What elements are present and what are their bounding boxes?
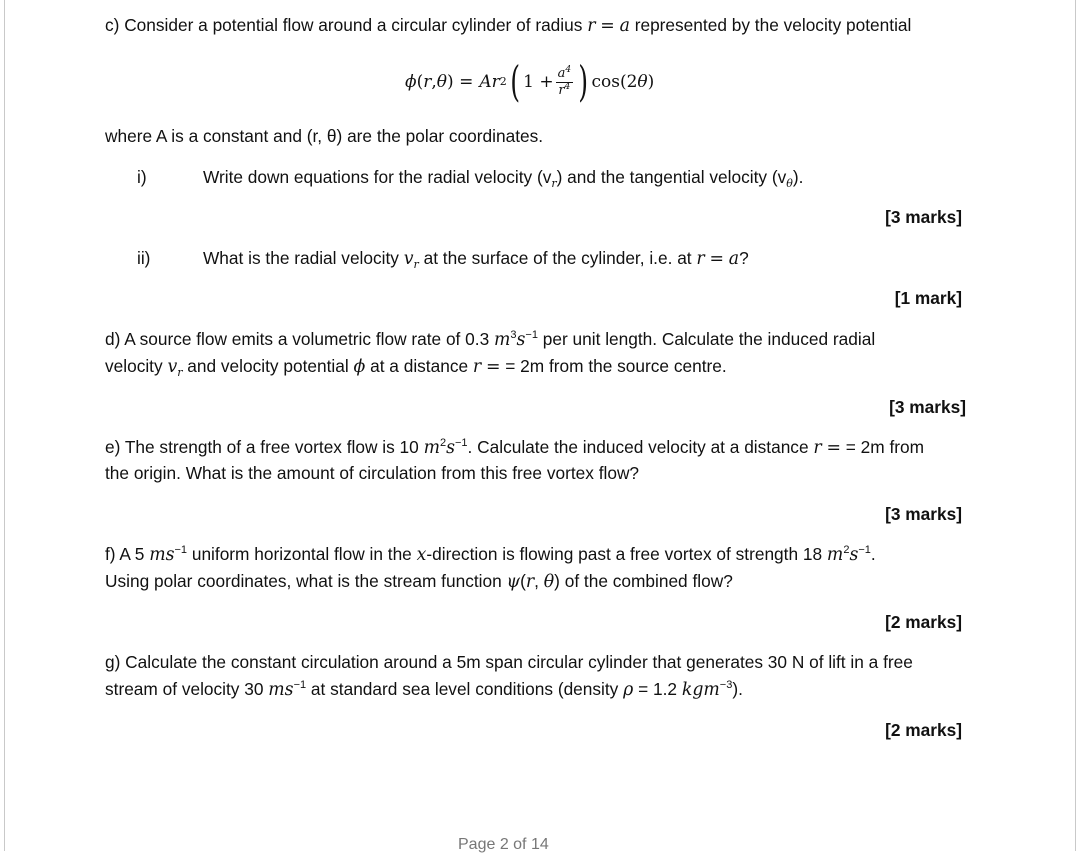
part-g-line2: stream of velocity 30 $ms^{-1}$ at standard sea level conditions (density ρ = 1.2 kgm$^{-3}$). [105, 679, 743, 700]
part-d-line2: velocity $v_r$ and velocity potential ϕ at a distance r = = 2m from the source centre. [105, 356, 727, 379]
part-e-line1: e) The strength of a free vortex flow is 10 $m^2s^{-1}$. Calculate the induced velocity at a distance r = = 2m from [105, 437, 925, 458]
part-d-marks: [3 marks] [889, 397, 966, 417]
part-c-ii-marks: [1 mark] [894, 288, 962, 308]
page-footer: Page 2 of 14 [458, 836, 549, 853]
part-c-i-label: i) [137, 167, 147, 187]
part-g-line1: g) Calculate the constant circulation around a 5m span circular cylinder that generates 30 N of lift in a free [105, 652, 913, 672]
velocity-potential-equation: ϕ ( r , θ ) = Ar 2 ( 1 + $\frac{a^4}{r^4}$ ) cos(2 θ ) [405, 57, 655, 106]
part-f-marks: [2 marks] [885, 612, 962, 632]
part-e-marks: [3 marks] [885, 504, 962, 524]
part-e-line2: the origin. What is the amount of circulation from this free vortex flow? [105, 463, 640, 483]
part-c-i-marks: [3 marks] [885, 207, 962, 227]
part-g-marks: [2 marks] [885, 720, 962, 740]
part-c-ii-label: ii) [137, 248, 151, 268]
part-c-ii-text: What is the radial velocity $v_r$ at the surface of the cylinder, i.e. at r = a? [203, 248, 749, 271]
part-c-intro: c) Consider a potential flow around a circular cylinder of radius r = a represented by the velocity potential [105, 15, 912, 36]
part-c-where: where A is a constant and (r, θ) are the polar coordinates. [105, 126, 544, 146]
part-c-i-text: Write down equations for the radial velocity $(v_r)$ and the tangential velocity $(v_\theta)$. [203, 167, 804, 190]
part-d-line1: d) A source flow emits a volumetric flow rate of 0.3 $m^3s^{-1}$ per unit length. Calculate the induced radial [105, 329, 876, 350]
part-f-line1: f) A 5 $ms^{-1}$ uniform horizontal flow in the x-direction is flowing past a free vortex of strength 18 $m^2s^{-1}$. [105, 544, 876, 565]
part-f-line2: Using polar coordinates, what is the stream function ψ(r, θ) of the combined flow? [105, 571, 733, 592]
